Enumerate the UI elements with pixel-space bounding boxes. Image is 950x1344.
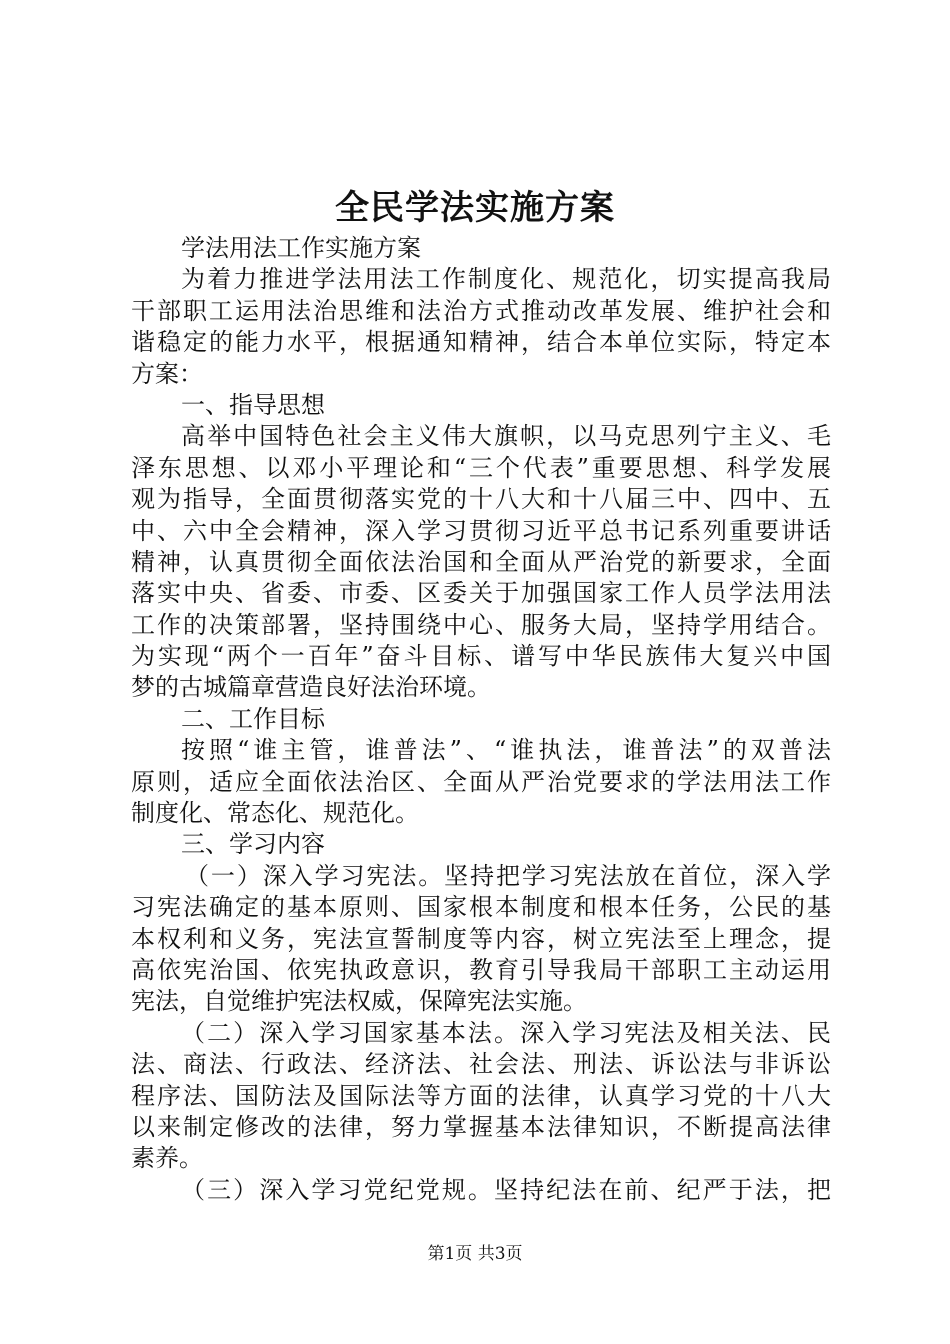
text-line: 法、商法、行政法、经济法、社会法、刑法、诉讼法与非诉讼 <box>131 1050 831 1079</box>
page-footer: 第1页 共3页 <box>427 1244 523 1264</box>
text-line: 干部职工运用法治思维和法治方式推动改革发展、维护社会和 <box>131 296 831 325</box>
text-line: 泽东思想、以邓小平理论和“三个代表”重要思想、科学发展 <box>131 453 831 482</box>
text-line: 三、学习内容 <box>181 830 325 859</box>
document-body <box>131 233 831 1206</box>
text-line: 工作的决策部署，坚持围绕中心、服务大局，坚持学用结合。 <box>131 610 831 639</box>
text-line: 程序法、国防法及国际法等方面的法律，认真学习党的十八大 <box>131 1081 831 1110</box>
text-line: 本权利和义务，宪法宣誓制度等内容，树立宪法至上理念，提 <box>131 924 831 953</box>
text-line: 精神，认真贯彻全面依法治国和全面从严治党的新要求，全面 <box>131 547 831 576</box>
text-line: 一、指导思想 <box>181 390 325 419</box>
text-line: 梦的古城篇章营造良好法治环境。 <box>131 673 491 702</box>
text-line: 高依宪治国、依宪执政意识，教育引导我局干部职工主动运用 <box>131 955 831 984</box>
text-line: 中、六中全会精神，深入学习贯彻习近平总书记系列重要讲话 <box>131 516 831 545</box>
text-line: （一）深入学习宪法。坚持把学习宪法放在首位，深入学 <box>185 861 831 890</box>
text-line: 方案： <box>131 359 203 388</box>
text-line: 原则，适应全面依法治区、全面从严治党要求的学法用法工作 <box>131 767 831 796</box>
text-line: 制度化、常态化、规范化。 <box>131 799 419 828</box>
text-line: 按照“谁主管，谁普法”、“谁执法，谁普法”的双普法 <box>181 736 831 765</box>
text-line: （二）深入学习国家基本法。深入学习宪法及相关法、民 <box>181 1018 831 1047</box>
text-line: 为着力推进学法用法工作制度化、规范化，切实提高我局 <box>181 265 831 294</box>
text-line: 谐稳定的能力水平，根据通知精神，结合本单位实际，特定本 <box>131 328 831 357</box>
text-line: 为实现“两个一百年”奋斗目标、谱写中华民族伟大复兴中国 <box>131 642 831 671</box>
text-line: 宪法，自觉维护宪法权威，保障宪法实施。 <box>131 987 587 1016</box>
text-line: （三）深入学习党纪党规。坚持纪法在前、纪严于法，把 <box>181 1175 831 1204</box>
text-line: 以来制定修改的法律，努力掌握基本法律知识，不断提高法律 <box>131 1112 831 1141</box>
text-line: 学法用法工作实施方案 <box>181 234 421 262</box>
text-line: 高举中国特色社会主义伟大旗帜，以马克思列宁主义、毛 <box>181 422 831 451</box>
text-line: 观为指导，全面贯彻落实党的十八大和十八届三中、四中、五 <box>131 485 831 514</box>
text-line: 习宪法确定的基本原则、国家根本制度和根本任务，公民的基 <box>131 893 831 922</box>
document-title: 全民学法实施方案 <box>335 188 615 228</box>
text-line: 落实中央、省委、市委、区委关于加强国家工作人员学法用法 <box>131 579 831 608</box>
text-line: 素养。 <box>131 1144 203 1173</box>
text-line: 二、工作目标 <box>181 704 325 733</box>
